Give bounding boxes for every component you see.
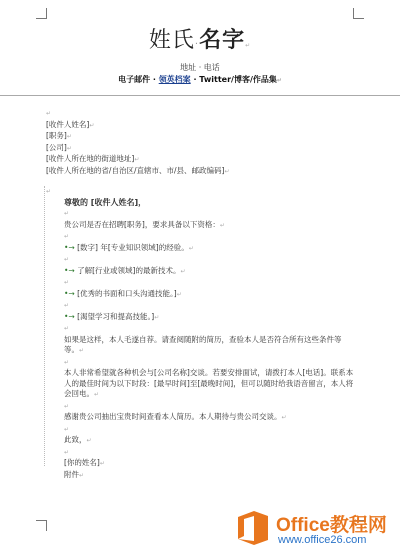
crop-mark-top-left (36, 8, 47, 19)
recipient-title[interactable]: [职务]↵ (46, 131, 72, 140)
intro-paragraph[interactable]: 贵公司是否在招聘[职务]，要求具备以下资格：↵ (64, 219, 225, 229)
recipient-company[interactable]: [公司]↵ (46, 142, 72, 152)
paragraph-3[interactable]: 感谢贵公司抽出宝贵时间查看本人简历。本人期待与贵公司交谈。↵ (64, 412, 287, 421)
salutation[interactable]: 尊敬的 [收件人姓名]， (64, 197, 147, 207)
signature-name[interactable]: [你的姓名]↵ (64, 458, 105, 467)
bullet-arrow-icon: •→ (64, 265, 75, 275)
links-prefix: 电子邮件 · (118, 75, 159, 84)
recipient-street[interactable]: [收件人所在地的街道地址]↵ (46, 154, 140, 163)
margin-guide (44, 186, 45, 466)
bullet-arrow-icon: •→ (64, 288, 75, 298)
bullet-arrow-icon: •→ (64, 242, 75, 252)
bullet-item[interactable]: •→ [渴望学习和提高技能。]↵ (64, 311, 160, 321)
name-line[interactable]: 姓氏·名字↵ (148, 28, 252, 53)
linkedin-link[interactable]: 领英档案 (158, 75, 191, 84)
surname[interactable]: 姓氏 (148, 28, 195, 53)
crop-mark-top-right (353, 8, 364, 19)
crop-mark-bottom-left (36, 520, 47, 531)
watermark-url: www.office26.com (278, 534, 367, 546)
bullet-item[interactable]: •→ [数字] 年[专业知识领域]的经验。↵ (64, 242, 194, 252)
office-logo-icon (232, 508, 272, 548)
letter-body[interactable]: ↵ [收件人姓名]↵ [职务]↵ [公司]↵ [收件人所在地的街道地址]↵ [收件人所在地的省/自治区/直辖市、市/县、邮政编码]↵ ↵ 尊敬的 [收件人姓名]， ↵ 贵公司是否在招聘[职务]，要求具备以下资格：↵ ↵ •→ [数字] 年[专业知识领域]的经验。↵ ↵ •→ 了解[行业或领域]的最新技术。↵ ↵ •→ [优秀的书面和口头沟通技能。]↵ ↵ •→ [渴望学习和提高技能。]↵ ↵ 如果是这样，本人毛遂自荐。请查阅随附的简历，查验本人是否符合所有这些条件等等。↵ ↵ 本人非常希望就各种机会与[公司名称]交谈。若要安排面试，请拨打本人[电话]。联系本人的最佳时间为以下时段：[最早时间]至[最晚时间]，但可以随时给我语音留言，本人将会回电。↵ ↵ 感谢贵公司抽出宝贵时间查看本人简历。本人期待与贵公司交谈。↵ ↵ 此致，↵ ↵ [你的姓名]↵ 附件↵ (46, 108, 356, 481)
contact-line[interactable]: 地址 · 电话 (180, 63, 220, 72)
attachment-line[interactable]: 附件↵ (64, 469, 85, 479)
links-suffix: · Twitter/博客/作品集 (190, 75, 277, 84)
recipient-city[interactable]: [收件人所在地的省/自治区/直辖市、市/县、邮政编码]↵ (46, 165, 230, 175)
bullet-item[interactable]: •→ [优秀的书面和口头沟通技能。]↵ (64, 288, 182, 298)
closing[interactable]: 此致，↵ (64, 435, 92, 444)
header-divider (0, 95, 400, 96)
watermark-brand: Office教程网 (276, 515, 387, 536)
paragraph-1[interactable]: 如果是这样，本人毛遂自荐。请查阅随附的简历，查验本人是否符合所有这些条件等等。↵ (64, 334, 342, 354)
given-name[interactable]: 名字 (199, 28, 246, 53)
bullet-arrow-icon: •→ (64, 311, 75, 321)
resume-header (0, 26, 400, 87)
recipient-name[interactable]: [收件人姓名]↵ (46, 119, 95, 129)
site-watermark (232, 508, 392, 550)
links-line[interactable]: 电子邮件 · 领英档案 · Twitter/博客/作品集↵ (118, 75, 282, 84)
paragraph-2[interactable]: 本人非常希望就各种机会与[公司名称]交谈。若要安排面试，请拨打本人[电话]。联系本人的最佳时间为以下时段：[最早时间]至[最晚时间]，但可以随时给我语音留言，本人将会回电。↵ (64, 368, 354, 398)
bullet-item[interactable]: •→ 了解[行业或领域]的最新技术。↵ (64, 265, 186, 275)
